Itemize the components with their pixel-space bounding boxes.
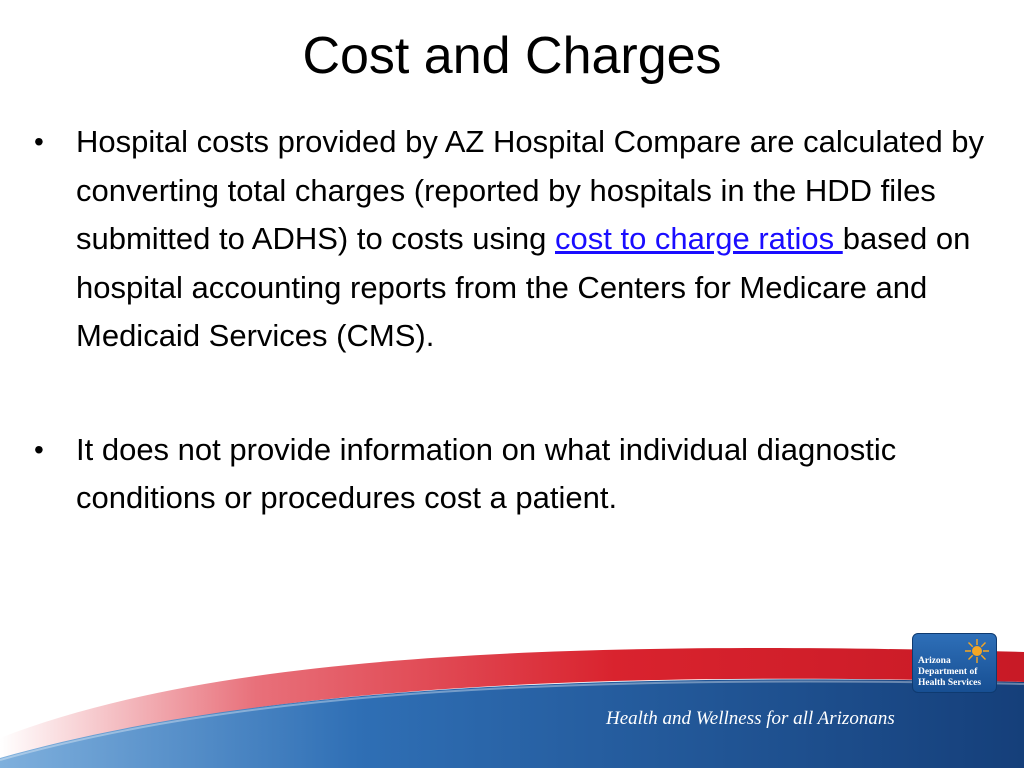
- footer-swoosh-graphic: [0, 620, 1024, 768]
- bullet-item-limitations: [32, 426, 992, 523]
- bullet-marker: •: [34, 433, 44, 465]
- footer-tagline: Health and Wellness for all Arizonans: [606, 708, 895, 729]
- cost-to-charge-ratios-link[interactable]: cost to charge ratios: [555, 221, 843, 256]
- bullet-text-after-link: based on hospital accounting reports from the Centers for Medicare and Medicaid Services (CMS).: [76, 221, 971, 353]
- logo-line-2: Department of: [918, 667, 978, 677]
- slide-title: Cost and Charges: [302, 27, 722, 85]
- bullet-marker: •: [34, 126, 44, 157]
- logo-line-1: Arizona: [918, 656, 951, 666]
- adhs-logo: [912, 633, 997, 693]
- bullet-item-costs: [32, 118, 992, 361]
- logo-line-3: Health Services: [918, 678, 982, 688]
- bullet-text: It does not provide information on what individual diagnostic conditions or procedures cost a patient.: [76, 431, 897, 515]
- bullet-list: [32, 118, 992, 523]
- logo-text: [918, 656, 997, 689]
- bullet-text-before-link: Hospital costs provided by AZ Hospital Compare are calculated by converting total charges (reported by hospitals in the HDD files submitted to ADHS) to costs using: [76, 124, 985, 256]
